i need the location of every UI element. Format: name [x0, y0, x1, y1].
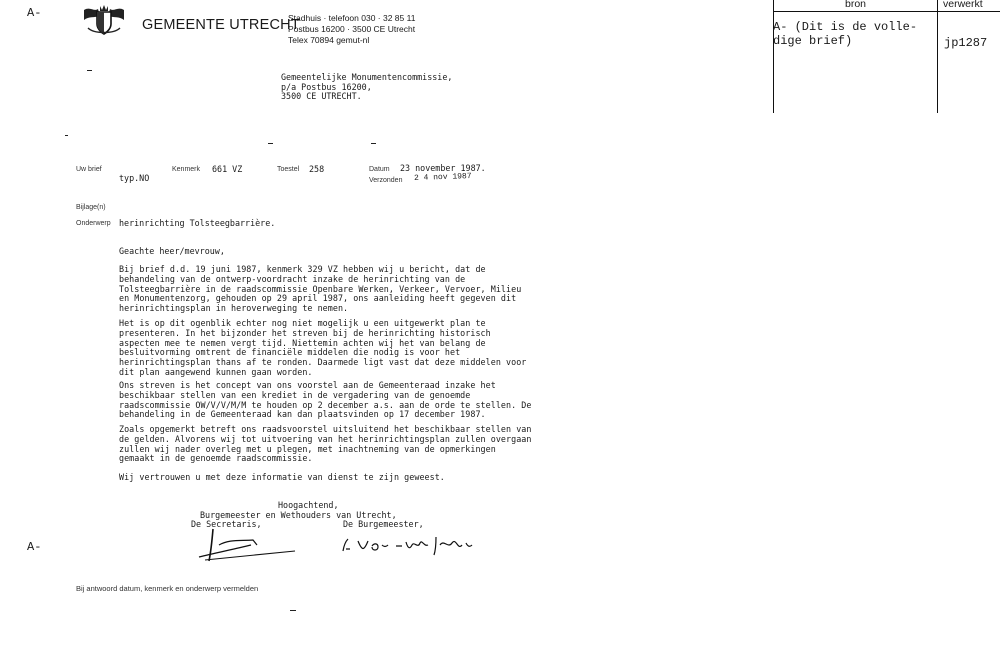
table-cell-verwerkt: jp1287 [944, 36, 988, 50]
table-column-divider [937, 0, 938, 113]
fold-mark [65, 135, 68, 136]
onderwerp-value: herinrichting Tolsteegbarrière. [119, 218, 276, 228]
recipient-address [281, 73, 452, 102]
signatory-body: Burgemeester en Wethouders van Utrecht, [200, 510, 397, 520]
coat-of-arms-logo [80, 4, 128, 38]
recipient-line: Gemeentelijke Monumentencommissie, [281, 72, 453, 82]
letterhead-address [288, 13, 415, 46]
table-border-left [773, 0, 774, 113]
onderwerp-label: Onderwerp [76, 220, 111, 227]
margin-mark-top: A- [27, 6, 42, 20]
kenmerk-label: Kenmerk [172, 166, 201, 173]
body-paragraph: Bij brief d.d. 19 juni 1987, kenmerk 329 VZ hebben wij u bericht, dat de behandeling van de ontwerp-voordracht inzake de herinrichting van de Tolsteegbarrière in de raadscommissie Openbare Werken, Verkeer, Vervoer, Milieu en Monumentenzorg, gehouden op 29 april 1987, ons aanleiding heeft gegeven dit herinrichtingsplan in heroverweging te nemen. [119, 264, 522, 314]
salutation: Geachte heer/mevrouw, [119, 246, 225, 256]
verzonden-label: Verzonden [369, 177, 403, 184]
archive-table [773, 0, 1000, 115]
bijlagen-label: Bijlage(n) [76, 204, 106, 211]
footer-note: Bij antwoord datum, kenmerk en onderwerp vermelden [76, 584, 259, 593]
secretary-signature [195, 527, 300, 565]
org-name: GEMEENTE UTRECHT [142, 17, 300, 33]
role-mayor: De Burgemeester, [343, 519, 424, 529]
kenmerk-value: 661 VZ [212, 164, 243, 174]
fold-mark [268, 143, 273, 144]
recipient-line: p/a Postbus 16200, [281, 81, 372, 92]
mayor-signature [340, 533, 475, 559]
toestel-label: Toestel [277, 166, 300, 173]
margin-mark-bottom: A- [27, 540, 42, 554]
datum-value: 23 november 1987. [400, 163, 486, 173]
address-line: Postbus 16200 · 3500 CE Utrecht [288, 24, 416, 34]
body-paragraph: Het is op dit ogenblik echter nog niet mogelijk u een uitgewerkt plan te presenteren. In het bijzonder het streven bij de herinrichting historisch aspecten mee te nemen vergt tijd. Niettemin achten wij het van belang de besluitvorming omtrent de financiële middelen die nodig is voor het herinrichtingsplan thans af te ronden. Daarmede ligt vast dat deze middelen voor dit plan aangewend kunnen gaan worden. [119, 318, 527, 377]
closing-greeting: Hoogachtend, [278, 500, 339, 510]
datum-label: Datum [369, 166, 390, 173]
role-secretary: De Secretaris, [191, 519, 262, 529]
body-paragraph: Ons streven is het concept van ons voorstel aan de Gemeenteraad inzake het beschikbaar stellen van een krediet in de vergadering van de genoemde raadscommissie OW/V/V/M/M te houden op 2 december a.s. aan de orde te stellen. De behandeling in de Gemeenteraad kan dan plaatsvinden op 17 december 1987. [119, 380, 532, 420]
body-paragraph: Zoals opgemerkt betreft ons raadsvoorstel uitsluitend het beschikbaar stellen van de gelden. Alvorens wij tot uitvoering van het herinrichtingsplan zullen overgaan zullen wij nader overleg met u plegen, met inachtneming van de opmerkingen gemaakt in de genoemde raadscommissie. [119, 424, 532, 464]
toestel-value: 258 [309, 164, 325, 174]
recipient-line: 3500 CE UTRECHT. [281, 91, 362, 102]
table-header-verwerkt: verwerkt [943, 0, 983, 10]
fold-mark [87, 70, 92, 71]
table-cell-bron: A- (Dit is de volle- dige brief) [773, 20, 918, 48]
fold-mark [371, 143, 376, 144]
table-header-rule [773, 11, 1000, 12]
fold-mark [290, 610, 296, 611]
address-line: Stadhuis · telefoon 030 · 32 85 11 [288, 13, 416, 23]
body-paragraph: Wij vertrouwen u met deze informatie van dienst te zijn geweest. [119, 472, 445, 482]
address-line: Telex 70894 gemut-nl [288, 35, 370, 45]
verzonden-stamp: 2 4 nov 1987 [413, 171, 472, 184]
uw-brief-label: Uw brief [76, 166, 102, 173]
table-header-bron: bron [845, 0, 867, 10]
uw-brief-value: typ.NO [119, 173, 150, 183]
